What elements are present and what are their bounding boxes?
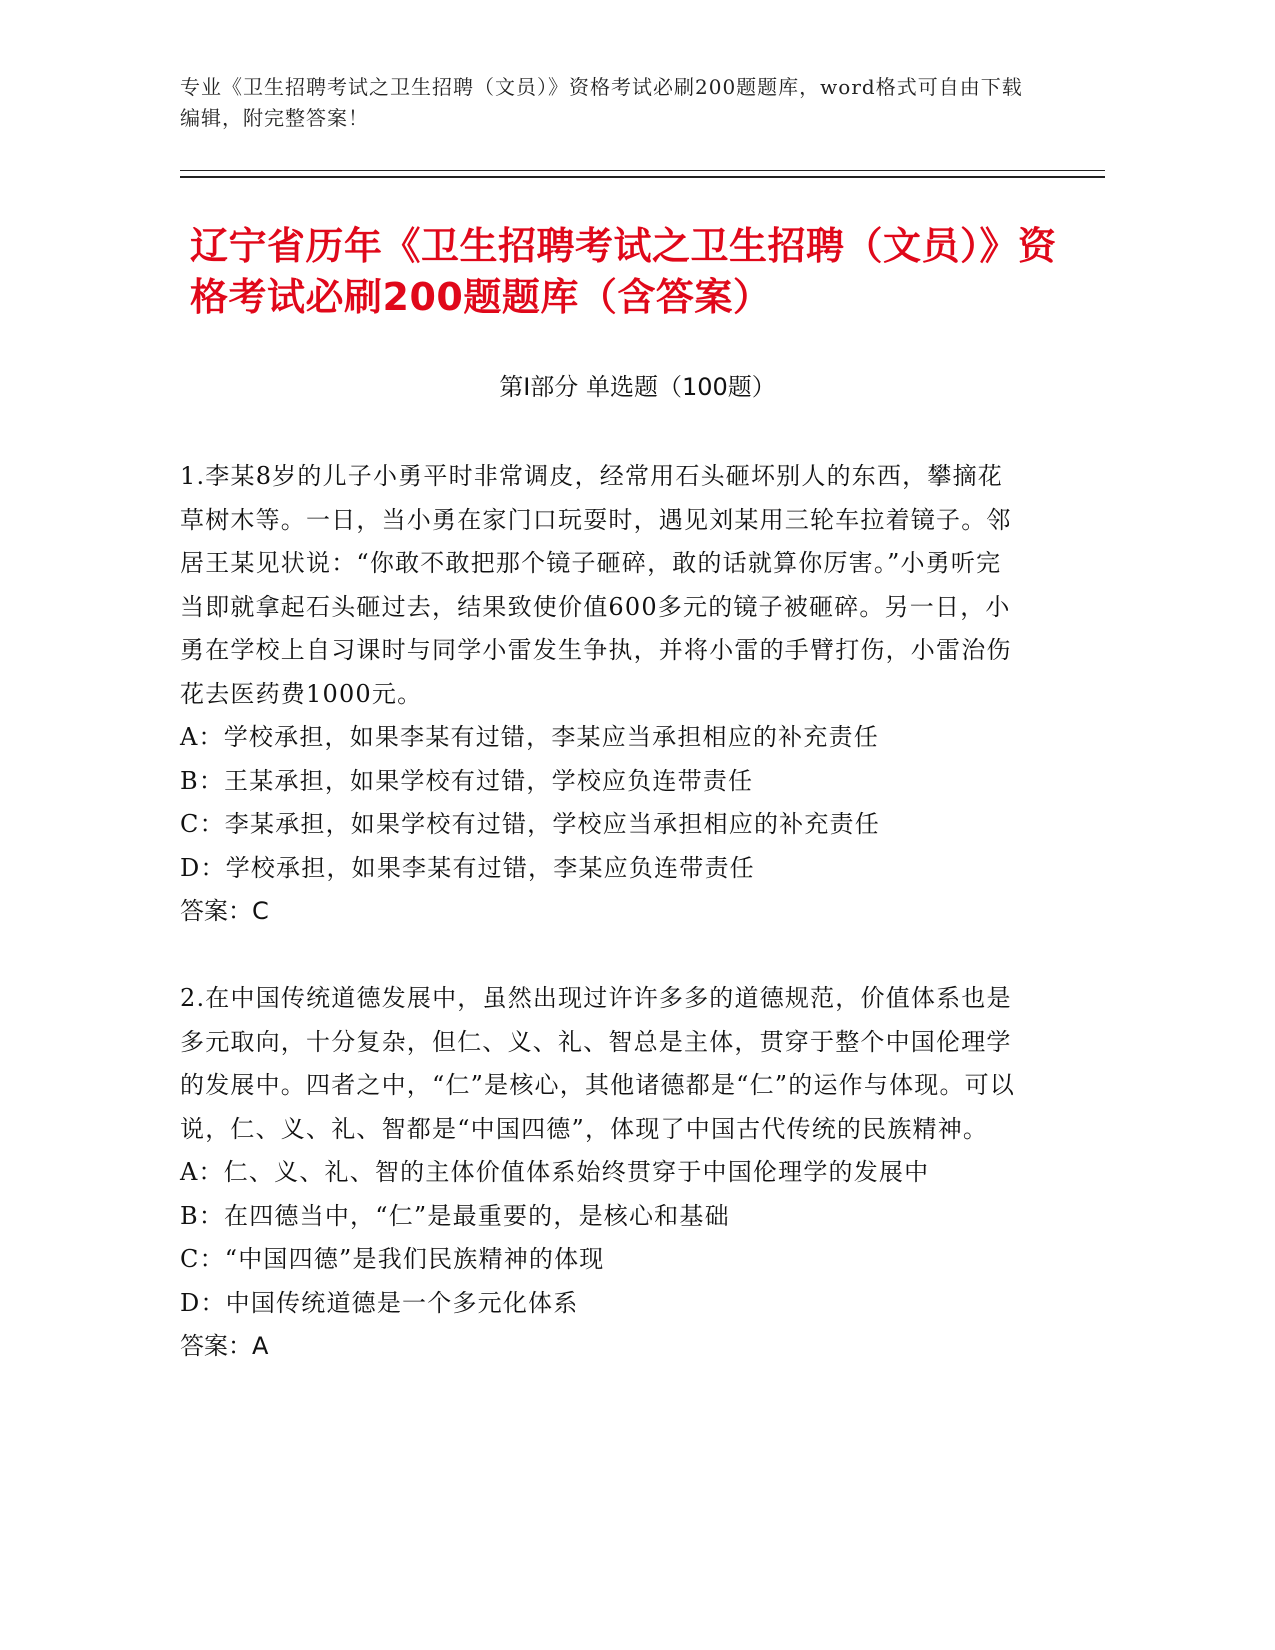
option-c: C：李某承担，如果学校有过错，学校应当承担相应的补充责任 bbox=[180, 810, 880, 838]
document-title: 辽宁省历年《卫生招聘考试之卫生招聘（文员）》资格考试必刷200题题库（含答案） bbox=[190, 224, 1057, 319]
option-b: B：在四德当中，“仁”是最重要的，是核心和基础 bbox=[180, 1201, 730, 1230]
option-d: D：学校承担，如果李某有过错，李某应负连带责任 bbox=[180, 853, 755, 882]
option-a: A：仁、义、礼、智的主体价值体系始终贯穿于中国伦理学的发展中 bbox=[180, 1158, 930, 1186]
header-note: 专业《卫生招聘考试之卫生招聘（文员）》资格考试必刷200题题库，word格式可自由下载编辑，附完整答案！ bbox=[180, 75, 1023, 130]
answer: 答案：C bbox=[180, 897, 269, 925]
section-heading: 第Ⅰ部分 单选题（100题） bbox=[499, 373, 776, 401]
option-d: D：中国传统道德是一个多元化体系 bbox=[180, 1288, 579, 1317]
answer: 答案：A bbox=[180, 1332, 269, 1360]
question-stem: 2.在中国传统道德发展中，虽然出现过许许多多的道德规范，价值体系也是多元取向，十分复杂，但仁、义、礼、智总是主体，贯穿于整个中国伦理学的发展中。四者之中，“仁”是核心，其他诸德都是“仁”的运作与体现。可以说，仁、义、礼、智都是“中国四德”，体现了中国古代传统的民族精神。 bbox=[180, 984, 1016, 1143]
option-c: C：“中国四德”是我们民族精神的体现 bbox=[180, 1245, 605, 1273]
header-divider-thin bbox=[180, 170, 1105, 171]
question-stem: 1.李某8岁的儿子小勇平时非常调皮，经常用石头砸坏别人的东西，攀摘花草树木等。一日，当小勇在家门口玩耍时，遇见刘某用三轮车拉着镜子。邻居王某见状说：“你敢不敢把那个镜子砸碎，敢的话就算你厉害。”小勇听完当即就拿起石头砸过去，结果致使价值600多元的镜子被砸碎。另一日，小勇在学校上自习课时与同学小雷发生争执，并将小雷的手臂打伤，小雷治伤花去医药费1000元。 bbox=[180, 462, 1012, 708]
question-1 bbox=[180, 455, 1020, 934]
option-a: A：学校承担，如果李某有过错，李某应当承担相应的补充责任 bbox=[180, 723, 879, 751]
header-divider-thick bbox=[180, 176, 1105, 178]
option-b: B：王某承担，如果学校有过错，学校应负连带责任 bbox=[180, 766, 754, 795]
question-2 bbox=[180, 977, 1020, 1369]
